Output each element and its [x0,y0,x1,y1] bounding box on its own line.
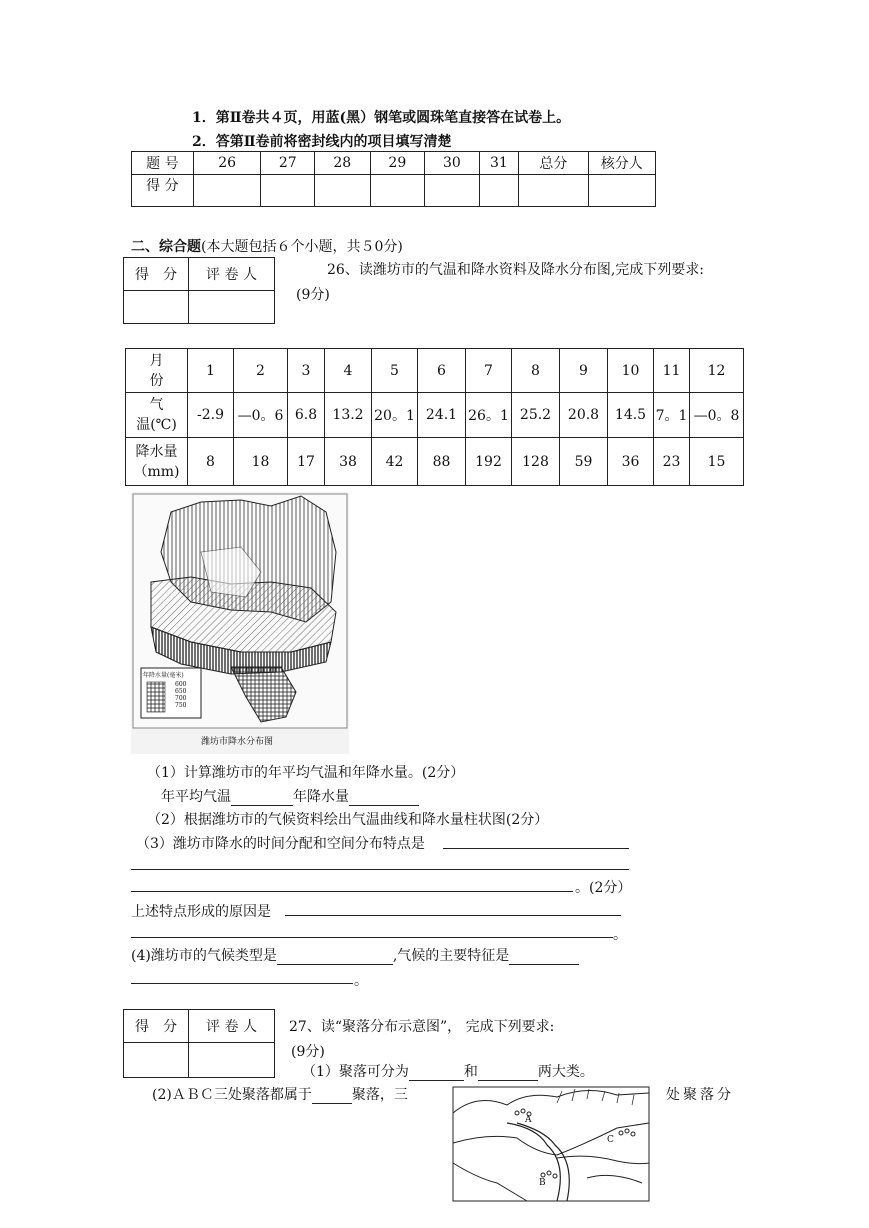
precip-cell: 17 [288,438,325,486]
month-cell: 4 [325,349,372,393]
sub3-points: 。(2分） [575,880,632,896]
settlement-category-blank[interactable] [312,1089,352,1104]
precipitation-map [131,492,349,754]
climate-feature-line[interactable] [131,983,353,984]
q26-sub4: (4)潍坊市的气候类型是 ,气候的主要特征是 [131,945,579,965]
temp-cell: 26。1 [466,393,512,438]
score-header-cell: 总分 [519,152,588,175]
q26-sub2: （2）根据潍坊市的气候资料绘出气温曲线和降水量柱状图(2分） [147,812,549,828]
section-title: 二、综合题 [131,239,201,255]
avg-temp-blank[interactable] [231,791,293,806]
precip-cell: 15 [690,438,744,486]
score-header-cell: 29 [370,152,425,175]
sub3-answer-line[interactable] [443,848,629,849]
temp-label: 气 温(℃) [126,393,188,438]
reason-answer-line[interactable] [285,915,621,916]
instruction-1: 1．第Ⅱ卷共４页，用蓝(黑）钢笔或圆珠笔直接答在试卷上。 [192,110,571,126]
reason-answer-line[interactable] [131,937,613,938]
map-caption: 潍坊市降水分布图 [201,737,274,747]
score-table [131,151,656,207]
q27-sub1: （1）聚落可分为 和 两大类。 [302,1064,594,1080]
score-input-cell[interactable] [479,175,519,207]
grader-name-input[interactable] [189,1043,275,1078]
sub3-answer-line[interactable] [131,891,573,892]
score-input-cell[interactable] [425,175,480,207]
score-input-cell[interactable] [519,175,588,207]
q27-prompt: 27、读“聚落分布示意图”， 完成下列要求: [289,1019,555,1035]
month-cell: 8 [512,349,560,393]
settlement-type-blank-2[interactable] [478,1066,538,1081]
score-input-cell[interactable] [588,175,656,207]
q26-prompt: 26、读潍坊市的气温和降水资料及降水分布图,完成下列要求: [327,262,704,278]
score-header-cell: 31 [479,152,519,175]
climate-feature-blank[interactable] [509,950,579,965]
score-row-label: 得 分 [132,175,194,207]
precip-cell: 8 [188,438,234,486]
precip-cell: 38 [325,438,372,486]
settlement-label-a: A [525,1115,532,1125]
temp-cell: 14.5 [608,393,654,438]
temp-cell: -2.9 [188,393,234,438]
month-cell: 2 [234,349,288,393]
grader-score-input[interactable] [124,1043,189,1078]
settlement-map-figure [447,1083,655,1206]
temp-cell: 13.2 [325,393,372,438]
temp-cell: 7。1 [654,393,690,438]
temp-cell: 20.8 [560,393,608,438]
settlement-map [447,1083,655,1206]
score-header-cell: 27 [261,152,315,175]
settlement-label-c: C [607,1135,614,1145]
precip-cell: 88 [418,438,466,486]
precip-cell: 36 [608,438,654,486]
month-label: 月 份 [126,349,188,393]
grader-box-27 [123,1009,275,1078]
score-input-cell[interactable] [193,175,261,207]
climate-table [125,348,744,486]
score-header-cell: 26 [193,152,261,175]
precip-cell: 42 [372,438,418,486]
sub4-period: 。 [354,973,368,989]
temp-cell: —0。8 [690,393,744,438]
temp-cell: 25.2 [512,393,560,438]
score-input-cell[interactable] [315,175,370,207]
month-cell: 1 [188,349,234,393]
instruction-2: 2．答第Ⅱ卷前将密封线内的项目填写清楚 [192,134,452,150]
temp-cell: 20。1 [372,393,418,438]
precipitation-map-figure [131,492,349,754]
q26-sub1: （1）计算潍坊市的年平均气温和年降水量。(2分） [147,765,465,781]
precip-cell: 128 [512,438,560,486]
month-cell: 9 [560,349,608,393]
temp-cell: —0。6 [234,393,288,438]
grader-score-label: 得 分 [124,258,189,291]
temp-cell: 24.1 [418,393,466,438]
month-cell: 10 [608,349,654,393]
section-heading [131,236,403,256]
grader-name-label: 评 卷 人 [189,1010,275,1043]
month-cell: 6 [418,349,466,393]
grader-box-26 [123,257,275,324]
score-header-cell: 核分人 [588,152,656,175]
q26-sub1-answers: 年平均气温 年降水量 [161,786,419,806]
grader-name-input[interactable] [189,291,275,324]
month-cell: 11 [654,349,690,393]
grader-score-label: 得 分 [124,1010,189,1043]
month-cell: 12 [690,349,744,393]
q26-points: (9分) [296,287,330,303]
precip-label: 降水量 （mm) [126,438,188,486]
q27-sub2-cont: 处聚落分 [666,1087,734,1103]
reason-period: 。 [613,927,627,943]
precip-cell: 18 [234,438,288,486]
score-header-cell: 28 [315,152,370,175]
q26-sub3-reason: 上述特点形成的原因是 [131,904,271,920]
precip-cell: 23 [654,438,690,486]
grader-name-label: 评 卷 人 [189,258,275,291]
map-legend-title: 年降水量(毫米) [143,672,184,679]
settlement-label-b: B [539,1178,546,1188]
q27-sub2: (2)ＡＢＣ三处聚落都属于 聚落，三 [152,1087,408,1103]
settlement-type-blank-1[interactable] [409,1066,464,1081]
score-header-cell: 题 号 [132,152,194,175]
month-cell: 7 [466,349,512,393]
precip-cell: 192 [466,438,512,486]
map-legend-values: 600 650 700 750 [175,681,187,709]
precip-cell: 59 [560,438,608,486]
sub3-answer-line[interactable] [131,869,629,870]
section-note: (本大题包括６个小题，共５0分) [201,239,403,255]
month-cell: 3 [288,349,325,393]
score-input-cell[interactable] [261,175,315,207]
month-cell: 5 [372,349,418,393]
annual-precip-blank[interactable] [349,791,419,806]
climate-type-blank[interactable] [277,950,393,965]
score-input-cell[interactable] [370,175,425,207]
score-header-cell: 30 [425,152,480,175]
q27-points: (9分) [291,1044,325,1060]
grader-score-input[interactable] [124,291,189,324]
q26-sub3: （3）潍坊市降水的时间分配和空间分布特点是 [136,836,425,852]
temp-cell: 6.8 [288,393,325,438]
